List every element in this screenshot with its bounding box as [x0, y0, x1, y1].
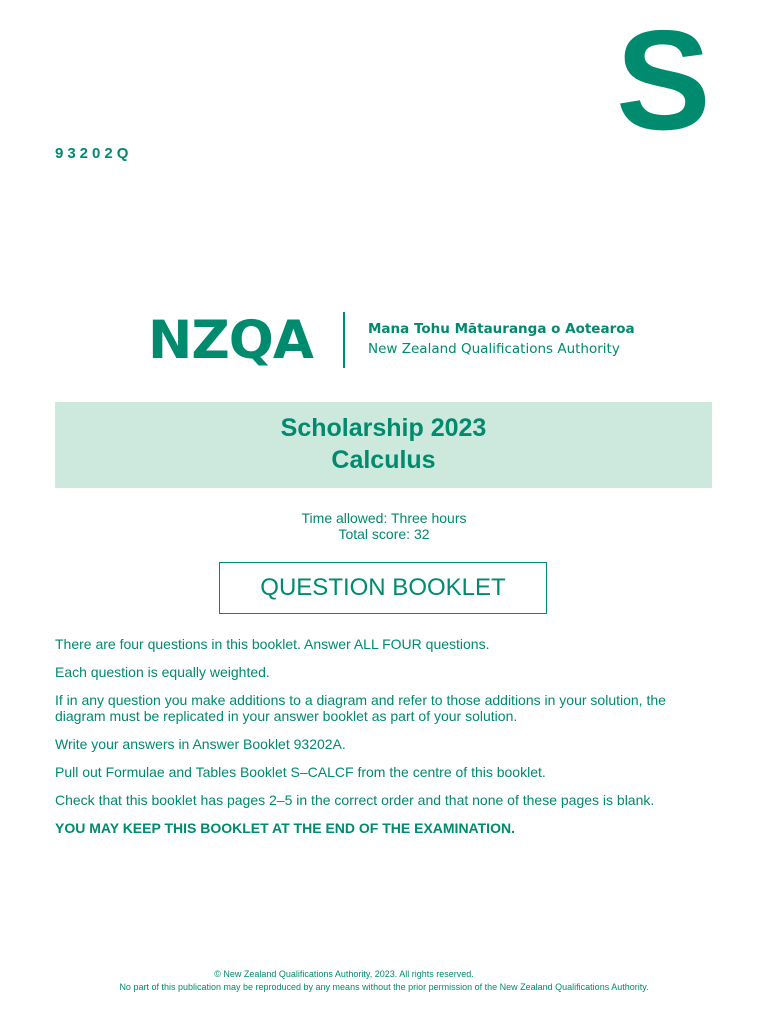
title-band [55, 402, 712, 488]
booklet-label: QUESTION BOOKLET [219, 562, 547, 614]
exam-title: Scholarship 2023 [280, 414, 487, 442]
logo-english-name: New Zealand Qualifications Authority [368, 341, 620, 357]
instruction-keep-notice: YOU MAY KEEP THIS BOOKLET AT THE END OF THE EXAMINATION. [55, 820, 515, 836]
instructions [55, 636, 715, 848]
level-letter: S [616, 1, 711, 160]
logo-divider [343, 312, 345, 368]
nzqa-logo [148, 308, 635, 374]
instruction-item: Each question is equally weighted. [55, 664, 270, 680]
subject-title: Calculus [331, 446, 436, 474]
instruction-item: If in any question you make additions to a diagram and refer to those additions in your solution, the diagram must be replicated in your answer booklet as part of your solution. [55, 692, 666, 724]
time-allowed: Time allowed: Three hours [301, 510, 467, 526]
instruction-item: There are four questions in this booklet. Answer ALL FOUR questions. [55, 636, 490, 652]
instruction-item: Write your answers in Answer Booklet 93202A. [55, 736, 346, 752]
instruction-item: Pull out Formulae and Tables Booklet S–CALCF from the centre of this booklet. [55, 764, 546, 780]
logo-wordmark: NZQA [148, 310, 313, 371]
logo-maori-name: Mana Tohu Mātauranga o Aotearoa [368, 321, 635, 337]
exam-meta [0, 510, 768, 542]
total-score: Total score: 32 [338, 526, 430, 542]
footer [0, 968, 768, 994]
paper-code: 93202Q [55, 145, 133, 162]
instruction-item: Check that this booklet has pages 2–5 in the correct order and that none of these pages is blank. [55, 792, 655, 808]
reproduction-notice: No part of this publication may be reproduced by any means without the prior permission of the New Zealand Qualifications Authority. [119, 982, 649, 992]
copyright-line: © New Zealand Qualifications Authority, 2023. All rights reserved. [214, 969, 474, 979]
